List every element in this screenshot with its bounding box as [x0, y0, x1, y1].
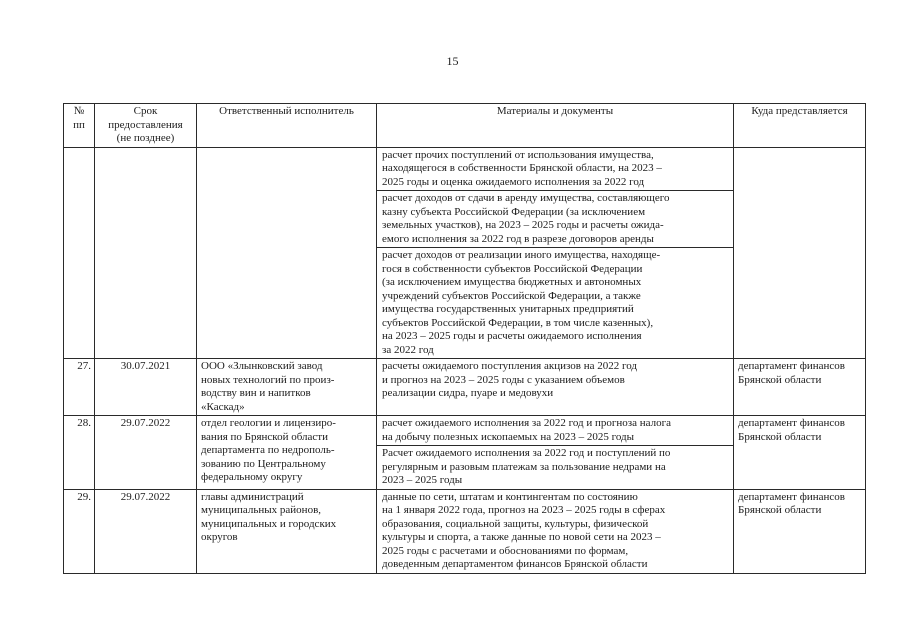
row-materials: [377, 489, 734, 573]
table-header-row: [64, 104, 866, 148]
row-materials: [377, 147, 734, 359]
table-row: [64, 489, 866, 573]
table-row: [64, 359, 866, 416]
row-num: 29.: [64, 489, 95, 573]
material-item: расчет доходов от сдачи в аренду имущества, составляющего казну субъекта Российской Федерации (за исключением земельных участков), на 2023 – 2025 годы и расчеты ожида- емого исполнения за 2022 год в разрезе договоров аренды: [377, 190, 733, 247]
table-row: [64, 147, 866, 359]
row-materials: [377, 359, 734, 416]
material-item: данные по сети, штатам и контингентам по состоянию на 1 января 2022 года, прогноз на 2023 – 2025 годы в сферах образования, социальной защиты, культуры, физической культуры и спорта, а также данные по новой сети на 2023 – 2025 годы с расчетами и обоснованиями по формам, доведенным департаментом финансов Брянской области: [382, 490, 666, 570]
page-number: 15: [446, 54, 459, 68]
row-num: [64, 147, 95, 359]
row-recipient: департамент финансов Брянской области: [734, 489, 866, 573]
row-deadline: [95, 147, 197, 359]
row-materials: [377, 416, 734, 490]
header-recipient: Куда представляется: [734, 104, 866, 148]
budget-materials-table: [63, 103, 866, 574]
material-item: расчеты ожидаемого поступления акцизов на 2022 год и прогноз на 2023 – 2025 годы с указанием объемов реализации сидра, пуаре и медовухи: [382, 360, 637, 399]
row-executor: ООО «Злынковский завод новых технологий по произ- водству вин и напитков «Каскад»: [197, 359, 377, 416]
row-num: 27.: [64, 359, 95, 416]
material-item: расчет ожидаемого исполнения за 2022 год и прогноза налога на добычу полезных ископаемых на 2023 – 2025 годы: [382, 417, 672, 443]
row-recipient: [734, 147, 866, 359]
row-executor: главы администраций муниципальных районов, муниципальных и городских округов: [197, 489, 377, 573]
material-item: расчет доходов от реализации иного имущества, находяще- гося в собственности субъектов Российской Федерации (за исключением имущества бюджетных и автономных учреждений субъектов Российской Федерации, а также имущества государственных унитарных предприятий субъектов Российской Федерации, в том числе казенных), на 2023 – 2025 годы и расчеты ожидаемого исполнения за 2022 год: [377, 247, 733, 358]
row-recipient: департамент финансов Брянской области: [734, 359, 866, 416]
table-row: [64, 416, 866, 490]
row-deadline: 29.07.2022: [95, 489, 197, 573]
header-executor: Ответственный исполнитель: [197, 104, 377, 148]
header-num: № пп: [64, 104, 95, 148]
row-executor: отдел геологии и лицензиро- вания по Брянской области департамента по недрополь- зованию по Центральному федеральному округу: [197, 416, 377, 490]
row-num: 28.: [64, 416, 95, 490]
header-deadline: Срок предоставления (не позднее): [95, 104, 197, 148]
header-materials: Материалы и документы: [377, 104, 734, 148]
material-item: Расчет ожидаемого исполнения за 2022 год и поступлений по регулярным и разовым платежам за пользование недрами на 2023 – 2025 годы: [377, 445, 733, 489]
row-deadline: 29.07.2022: [95, 416, 197, 490]
row-deadline: 30.07.2021: [95, 359, 197, 416]
material-item: расчет прочих поступлений от использования имущества, находящегося в собственности Брянской области, на 2023 – 2025 годы и оценка ожидаемого исполнения за 2022 год: [382, 148, 662, 188]
row-executor: [197, 147, 377, 359]
row-recipient: департамент финансов Брянской области: [734, 416, 866, 490]
